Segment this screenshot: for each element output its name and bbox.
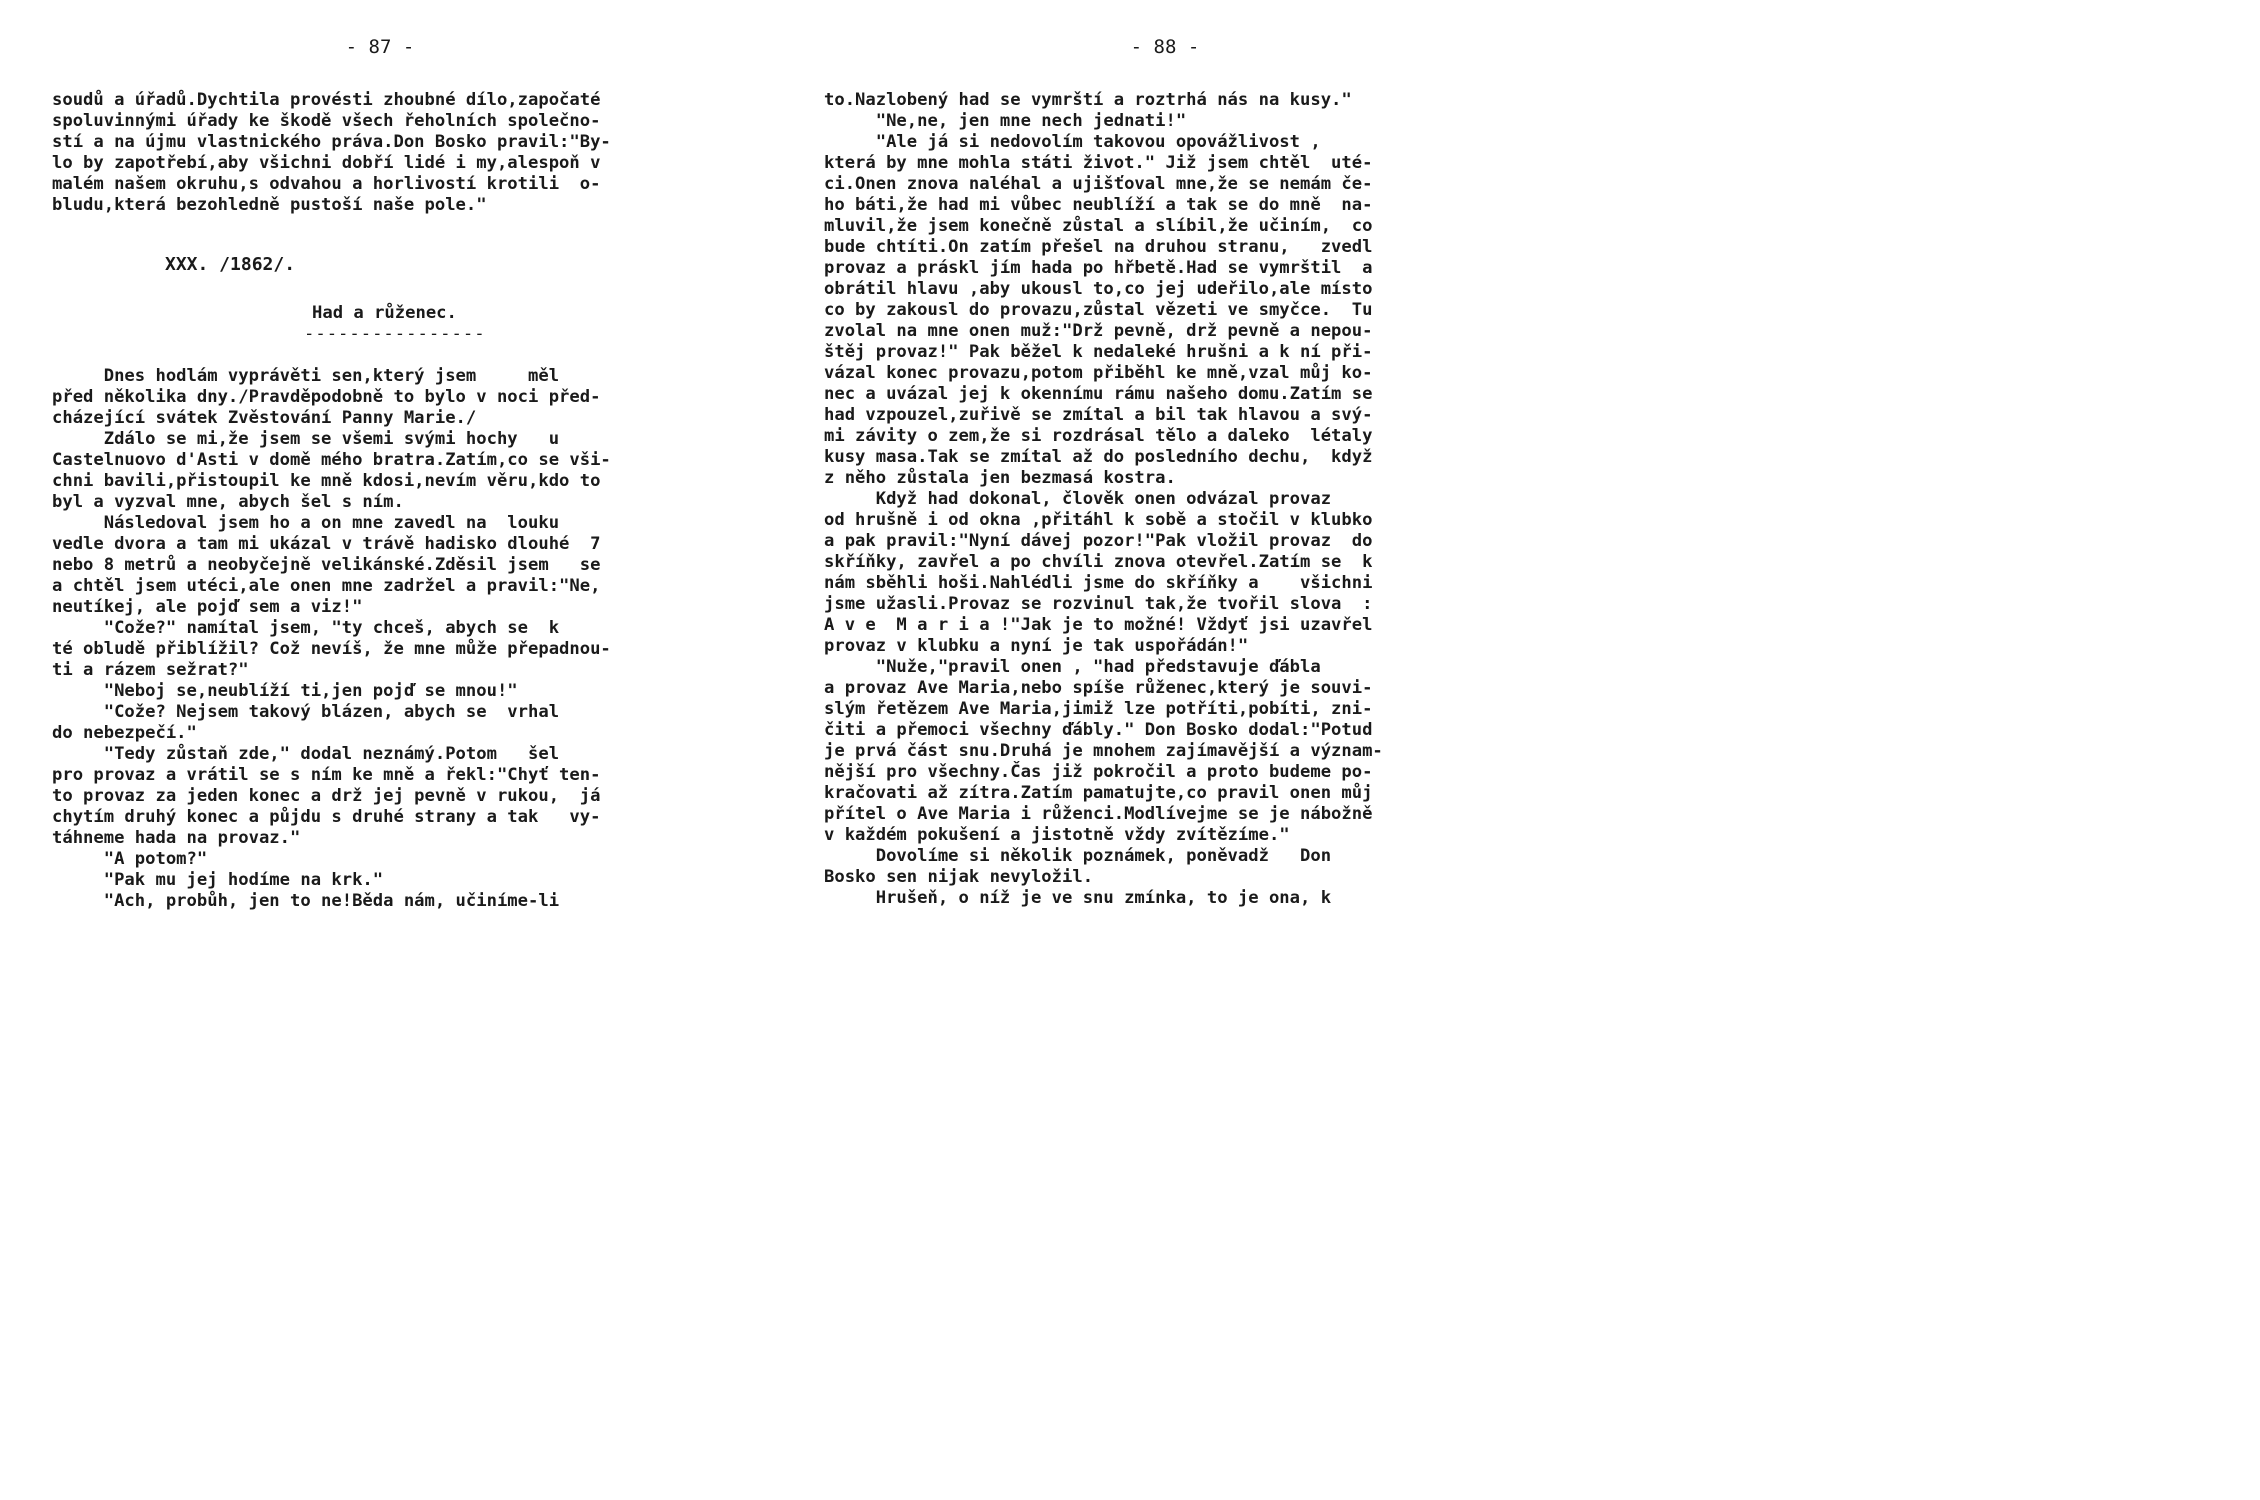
text-line: nebo 8 metrů a neobyčejně velikánské.Zděsil jsem se [52, 555, 601, 575]
text-line: bludu,která bezohledně pustoší naše pole." [52, 195, 487, 215]
text-line: provaz a práskl jím hada po hřbetě.Had se vymrštil a [824, 258, 1373, 278]
text-line: Hrušeň, o níž je ve snu zmínka, to je ona, k [824, 888, 1332, 908]
text-line: před několika dny./Pravděpodobně to bylo v noci před- [52, 387, 601, 407]
text-line: spoluvinnými úřady ke škodě všech řeholních společno- [52, 111, 601, 131]
text-line: která by mne mohla státi život." Již jsem chtěl uté- [824, 153, 1373, 173]
text-line: Následoval jsem ho a on mne zavedl na louku [52, 513, 560, 533]
text-line: a provaz Ave Maria,nebo spíše růženec,který je souvi- [824, 678, 1373, 698]
text-line: soudů a úřadů.Dychtila provésti zhoubné dílo,započaté [52, 90, 601, 110]
text-line: vedle dvora a tam mi ukázal v trávě hadisko dlouhé 7 [52, 534, 601, 554]
page-number-right: - 88 - [1130, 36, 1200, 58]
text-line: té obludě přiblížil? Což nevíš, že mne může přepadnou- [52, 639, 611, 659]
text-line: "Neboj se,neublíží ti,jen pojď se mnou!" [52, 681, 518, 701]
text-line: ci.Onen znova naléhal a ujišťoval mne,že se nemám če- [824, 174, 1373, 194]
text-line: od hrušně i od okna ,přitáhl k sobě a stočil v klubko [824, 510, 1373, 530]
text-line: z něho zůstala jen bezmasá kostra. [824, 468, 1176, 488]
text-line: "Cože? Nejsem takový blázen, abych se vrhal [52, 702, 560, 722]
left-page-text [52, 90, 742, 912]
text-line: ti a rázem sežrat?" [52, 660, 249, 680]
text-line: mi závity o zem,že si rozdrásal tělo a daleko létaly [824, 426, 1373, 446]
text-line: v každém pokušení a jistotně vždy zvítězíme." [824, 825, 1290, 845]
text-line: slým řetězem Ave Maria,jimiž lze potříti,pobíti, zni- [824, 699, 1373, 719]
text-line: mluvil,že jsem konečně zůstal a slíbil,že učiním, co [824, 216, 1373, 236]
text-line: obrátil hlavu ,aby ukousl to,co jej udeřilo,ale místo [824, 279, 1373, 299]
text-line: bude chtíti.On zatím přešel na druhou stranu, zvedl [824, 237, 1373, 257]
text-line: nější pro všechny.Čas již pokročil a proto budeme po- [824, 762, 1373, 782]
text-line: "Tedy zůstaň zde," dodal neznámý.Potom šel [52, 744, 560, 764]
text-line: jsme užasli.Provaz se rozvinul tak,že tvořil slova : [824, 594, 1373, 614]
text-line: "Ne,ne, jen mne nech jednati!" [824, 111, 1187, 131]
text-line: a pak pravil:"Nyní dávej pozor!"Pak vložil provaz do [824, 531, 1373, 551]
text-line: chytím druhý konec a půjdu s druhé strany a tak vy- [52, 807, 601, 827]
text-line: neutíkej, ale pojď sem a viz!" [52, 597, 363, 617]
text-line: co by zakousl do provazu,zůstal vězeti ve smyčce. Tu [824, 300, 1373, 320]
text-line: "Pak mu jej hodíme na krk." [52, 870, 384, 890]
text-line: "Nuže,"pravil onen , "had představuje ďábla [824, 657, 1321, 677]
text-line: to provaz za jeden konec a drž jej pevně v rukou, já [52, 786, 601, 806]
text-line: had vzpouzel,zuřivě se zmítal a bil tak hlavou a svý- [824, 405, 1373, 425]
chapter-heading: XXX. /1862/. [165, 254, 296, 275]
text-line: Dnes hodlám vyprávěti sen,který jsem měl [52, 366, 560, 386]
text-line: vázal konec provazu,potom přiběhl ke mně,vzal můj ko- [824, 363, 1373, 383]
text-line: nec a uvázal jej k okennímu rámu našeho domu.Zatím se [824, 384, 1373, 404]
text-line: to.Nazlobený had se vymrští a roztrhá nás na kusy." [824, 90, 1352, 110]
text-line: zvolal na mne onen muž:"Drž pevně, drž pevně a nepou- [824, 321, 1373, 341]
right-page-text [824, 90, 1524, 909]
text-line: je prvá část snu.Druhá je mnohem zajímavější a význam- [824, 741, 1383, 761]
text-line: provaz v klubku a nyní je tak uspořádán!" [824, 636, 1249, 656]
text-line: a chtěl jsem utéci,ale onen mne zadržel a pravil:"Ne, [52, 576, 601, 596]
text-line: ho báti,že had mi vůbec neublíží a tak se do mně na- [824, 195, 1373, 215]
text-line: malém našem okruhu,s odvahou a horlivostí krotili o- [52, 174, 601, 194]
text-line: nám sběhli hoši.Nahlédli jsme do skříňky a všichni [824, 573, 1373, 593]
text-line: kračovati až zítra.Zatím pamatujte,co pravil onen můj [824, 783, 1373, 803]
text-line: přítel o Ave Maria i růženci.Modlívejme se je nábožně [824, 804, 1373, 824]
right-page [782, 0, 1565, 1048]
left-page [0, 0, 782, 1048]
text-line: "Cože?" namítal jsem, "ty chceš, abych se k [52, 618, 560, 638]
text-line: "A potom?" [52, 849, 208, 869]
text-line: stí a na újmu vlastnického práva.Don Bosko pravil:"By- [52, 132, 611, 152]
text-line: "Ach, probůh, jen to ne!Běda nám, učiníme-li [52, 891, 560, 911]
text-line: Zdálo se mi,že jsem se všemi svými hochy u [52, 429, 560, 449]
page-number-left: - 87 - [345, 36, 415, 58]
text-line: do nebezpečí." [52, 723, 197, 743]
text-line: Bosko sen nijak nevyložil. [824, 867, 1094, 887]
text-line: chni bavili,přistoupil ke mně kdosi,nevím věru,kdo to [52, 471, 601, 491]
text-line: cházející svátek Zvěstování Panny Marie./ [52, 408, 477, 428]
text-line: kusy masa.Tak se zmítal až do posledního dechu, když [824, 447, 1373, 467]
text-line: byl a vyzval mne, abych šel s ním. [52, 492, 404, 512]
text-line: Když had dokonal, člověk onen odvázal provaz [824, 489, 1332, 509]
text-line: Castelnuovo d'Asti v domě mého bratra.Zatím,co se vši- [52, 450, 611, 470]
text-line: skříňky, zavřel a po chvíli znova otevřel.Zatím se k [824, 552, 1373, 572]
text-line: "Ale já si nedovolím takovou opovážlivost , [824, 132, 1321, 152]
chapter-title: Had a růženec. [312, 303, 457, 323]
text-line: štěj provaz!" Pak běžel k nedaleké hrušni a k ní při- [824, 342, 1373, 362]
text-line: táhneme hada na provaz." [52, 828, 301, 848]
text-line: čiti a přemoci všechny ďábly." Don Bosko dodal:"Potud [824, 720, 1373, 740]
text-line: Dovolíme si několik poznámek, poněvadž Don [824, 846, 1332, 866]
text-line: pro provaz a vrátil se s ním ke mně a řekl:"Chyť ten- [52, 765, 601, 785]
title-underline: ---------------- [304, 324, 486, 344]
text-line: lo by zapotřebí,aby všichni dobří lidé i my,alespoň v [52, 153, 601, 173]
text-line: A v e M a r i a !"Jak je to možné! Vždyť jsi uzavřel [824, 615, 1373, 635]
